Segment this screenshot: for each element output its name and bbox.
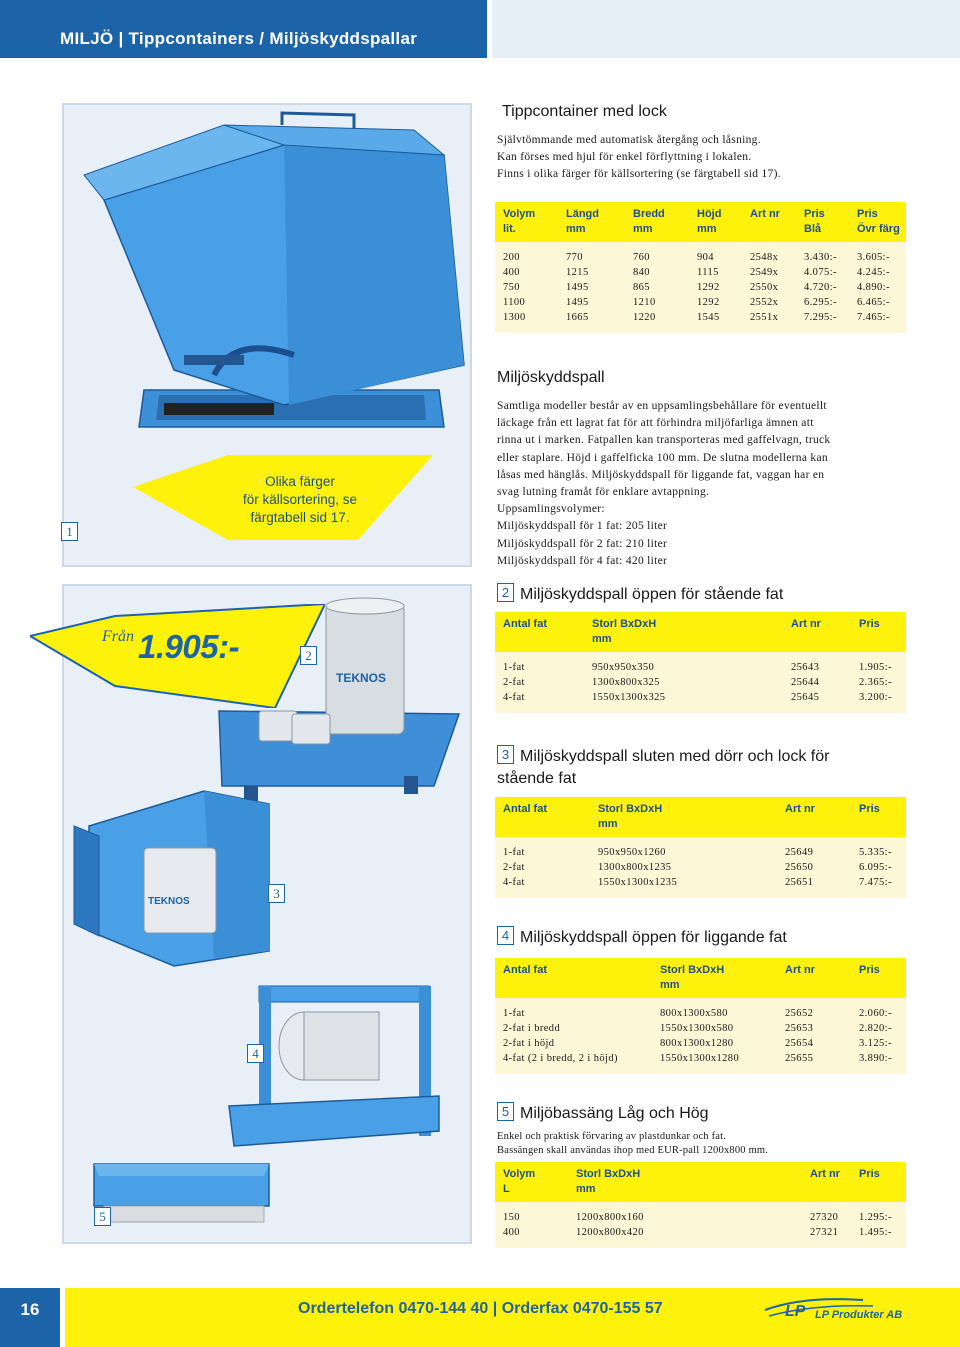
- cell: 25644: [783, 675, 851, 690]
- cell: 3.200:-: [851, 690, 906, 713]
- cell: 3.430:-: [796, 242, 849, 265]
- section-2-title: [497, 583, 783, 604]
- table-row: [495, 875, 906, 898]
- cell: 1550x1300x325: [584, 690, 783, 713]
- cell: 4-fat: [495, 690, 584, 713]
- col-pris-ovr: Pris Övr färg: [849, 202, 906, 242]
- cell: 3.605:-: [849, 242, 906, 265]
- tippcontainer-description: [497, 132, 781, 184]
- cell: 150: [495, 1202, 568, 1225]
- table-row: [495, 998, 906, 1021]
- miljoskyddspall-title: Miljöskyddspall: [497, 369, 605, 386]
- cell: 6.095:-: [851, 860, 906, 875]
- cell: 1300x800x1235: [590, 860, 777, 875]
- cell: 25649: [777, 837, 851, 860]
- col-artnr: Art nr: [742, 202, 796, 242]
- cell: 25652: [777, 998, 851, 1021]
- section-5-heading: Miljöbassäng Låg och Hög: [520, 1105, 709, 1122]
- cell: 25645: [783, 690, 851, 713]
- col-bredd: Bredd mm: [625, 202, 689, 242]
- cell: 1-fat: [495, 652, 584, 675]
- cell: 6.465:-: [849, 295, 906, 310]
- cell: 950x950x350: [584, 652, 783, 675]
- cell: 904: [689, 242, 742, 265]
- table-header-row: [495, 202, 906, 242]
- table-row: [495, 675, 906, 690]
- section-2-price-table: [495, 612, 906, 713]
- page-number: 16: [0, 1288, 60, 1347]
- cell: 25653: [777, 1021, 851, 1036]
- table-row: [495, 1036, 906, 1051]
- col-langd: Längd mm: [558, 202, 625, 242]
- cell: 2-fat: [495, 860, 590, 875]
- section-3-price-table: [495, 797, 906, 898]
- cell: 25650: [777, 860, 851, 875]
- cell: 2.820:-: [851, 1021, 906, 1036]
- cell: 25655: [777, 1051, 851, 1074]
- cell: 4.075:-: [796, 265, 849, 280]
- cell: 1550x1300x580: [652, 1021, 777, 1036]
- desc-line: Finns i olika färger för källsortering (se färgtabell sid 17).: [497, 168, 781, 181]
- cell: 1292: [689, 280, 742, 295]
- cell: 3.890:-: [851, 1051, 906, 1074]
- from-price: 1.905:-: [138, 628, 240, 665]
- cell: 5.335:-: [851, 837, 906, 860]
- page-header: [0, 0, 960, 58]
- drum-brand-label: TEKNOS: [148, 896, 190, 907]
- col-storlek: Storl BxDxH mm: [568, 1162, 802, 1202]
- cell: 7.295:-: [796, 310, 849, 333]
- table-row: [495, 1021, 906, 1036]
- cell: 25643: [783, 652, 851, 675]
- table-row: [495, 265, 906, 280]
- callout-line: för källsortering, se: [242, 492, 358, 507]
- cell: 2552x: [742, 295, 796, 310]
- col-antal-fat: Antal fat: [495, 797, 590, 837]
- table-row: [495, 1202, 906, 1225]
- col-storlek: Storl BxDxH mm: [590, 797, 777, 837]
- col-artnr: Art nr: [802, 1162, 851, 1202]
- cell: 1495: [558, 280, 625, 295]
- section-5-number: 5: [497, 1102, 514, 1121]
- cell: 1.905:-: [851, 652, 906, 675]
- table-row: [495, 690, 906, 713]
- cell: 800x1300x1280: [652, 1036, 777, 1051]
- cell: 1100: [495, 295, 558, 310]
- table-row: [495, 310, 906, 333]
- logo-mark: LP: [785, 1303, 806, 1320]
- cell: 4-fat (2 i bredd, 2 i höjd): [495, 1051, 652, 1074]
- table-header-row: [495, 797, 906, 837]
- callout-line: färgtabell sid 17.: [250, 510, 350, 525]
- cell: 1495: [558, 295, 625, 310]
- cell: 750: [495, 280, 558, 295]
- page-title: MILJÖ | Tippcontainers / Miljöskyddspallar: [60, 29, 418, 48]
- cell: 1220: [625, 310, 689, 333]
- cell: 27321: [802, 1225, 851, 1248]
- desc-line: Bassängen skall användas ihop med EUR-pall 1200x800 mm.: [497, 1145, 769, 1156]
- col-storlek: Storl BxDxH mm: [652, 958, 777, 998]
- header-light-bar: [492, 0, 960, 58]
- table-row: [495, 295, 906, 310]
- col-antal-fat: Antal fat: [495, 612, 584, 652]
- cell: 25654: [777, 1036, 851, 1051]
- table-header-row: [495, 958, 906, 998]
- desc-line: Miljöskyddspall för 4 fat: 420 liter: [497, 554, 668, 567]
- miljoskyddspall-description: [497, 398, 830, 570]
- cell: 4-fat: [495, 875, 590, 898]
- desc-line: Enkel och praktisk förvaring av plastdunkar och fat.: [497, 1131, 727, 1142]
- cell: 1550x1300x1235: [590, 875, 777, 898]
- desc-line: Självtömmande med automatisk återgång och låsning.: [497, 134, 761, 146]
- col-pris: Pris: [851, 958, 906, 998]
- cell: 27320: [802, 1202, 851, 1225]
- desc-line: läckage från ett lagrat fat för att förhindra miljöfarliga ämnen att: [497, 417, 814, 430]
- item-marker-3: 3: [268, 884, 285, 903]
- cell: 7.465:-: [849, 310, 906, 333]
- cell: 950x950x1260: [590, 837, 777, 860]
- cell: 2548x: [742, 242, 796, 265]
- from-label: Från: [102, 628, 134, 645]
- cell: 2551x: [742, 310, 796, 333]
- table-row: [495, 652, 906, 675]
- cell: 865: [625, 280, 689, 295]
- col-pris-bla: Pris Blå: [796, 202, 849, 242]
- desc-line: Samtliga modeller består av en uppsamlingsbehållare för eventuellt: [497, 400, 827, 412]
- order-contact: Ordertelefon 0470-144 40 | Orderfax 0470-155 57: [298, 1300, 663, 1317]
- cell: 1300: [495, 310, 558, 333]
- cell: 1215: [558, 265, 625, 280]
- item-marker-5: 5: [94, 1207, 111, 1226]
- section-4-title: [497, 926, 787, 947]
- section-2-heading: Miljöskyddspall öppen för stående fat: [520, 586, 784, 603]
- page-footer: [0, 1288, 960, 1347]
- section-5-description: [497, 1130, 768, 1158]
- desc-line: Miljöskyddspall för 1 fat: 205 liter: [497, 520, 668, 533]
- section-5-title: [497, 1102, 709, 1123]
- col-pris: Pris: [851, 612, 906, 652]
- section-3-heading-line2: stående fat: [497, 770, 577, 787]
- cell: 400: [495, 1225, 568, 1248]
- cell: 4.890:-: [849, 280, 906, 295]
- callout-line: Olika färger: [265, 474, 335, 489]
- col-artnr: Art nr: [783, 612, 851, 652]
- cell: 1300x800x325: [584, 675, 783, 690]
- section-3-title: [497, 745, 829, 790]
- cell: 800x1300x580: [652, 998, 777, 1021]
- cell: 2-fat i bredd: [495, 1021, 652, 1036]
- tippcontainer-title: Tippcontainer med lock: [502, 103, 667, 120]
- cell: 400: [495, 265, 558, 280]
- cell: 4.720:-: [796, 280, 849, 295]
- item-marker-4: 4: [247, 1044, 264, 1063]
- col-storlek: Storl BxDxH mm: [584, 612, 783, 652]
- cell: 1200x800x160: [568, 1202, 802, 1225]
- cell: 1545: [689, 310, 742, 333]
- cell: 4.245:-: [849, 265, 906, 280]
- item-marker-2: 2: [300, 646, 317, 665]
- cell: 2.365:-: [851, 675, 906, 690]
- cell: 1.495:-: [851, 1225, 906, 1248]
- cell: 2-fat i höjd: [495, 1036, 652, 1051]
- section-4-number: 4: [497, 926, 514, 945]
- color-callout: [215, 473, 385, 527]
- table-row: [495, 860, 906, 875]
- col-hojd: Höjd mm: [689, 202, 742, 242]
- cell: 1665: [558, 310, 625, 333]
- cell: 3.125:-: [851, 1036, 906, 1051]
- desc-line: svag lutning framåt för enklare avtappning.: [497, 486, 710, 499]
- desc-line: Kan förses med hjul för enkel förflyttning i lokalen.: [497, 151, 752, 164]
- desc-line: Uppsamlingsvolymer:: [497, 503, 605, 516]
- col-antal-fat: Antal fat: [495, 958, 652, 998]
- desc-line: rinna ut i marken. Fatpallen kan transporteras med gaffelvagn, truck: [497, 434, 831, 447]
- cell: 1-fat: [495, 837, 590, 860]
- cell: 840: [625, 265, 689, 280]
- table-row: [495, 837, 906, 860]
- drum-brand-label: TEKNOS: [336, 671, 387, 685]
- section-5-price-table: [495, 1162, 906, 1248]
- col-pris: Pris: [851, 797, 906, 837]
- col-volym: Volym L: [495, 1162, 568, 1202]
- cell: 1210: [625, 295, 689, 310]
- lp-produkter-logo: [763, 1294, 908, 1324]
- col-pris: Pris: [851, 1162, 906, 1202]
- cell: 2.060:-: [851, 998, 906, 1021]
- cell: 2549x: [742, 265, 796, 280]
- table-row: [495, 242, 906, 265]
- section-2-number: 2: [497, 583, 514, 602]
- table-header-row: [495, 612, 906, 652]
- cell: 770: [558, 242, 625, 265]
- col-artnr: Art nr: [777, 958, 851, 998]
- tippcontainer-price-table: [495, 202, 906, 333]
- table-header-row: [495, 1162, 906, 1202]
- table-row: [495, 1225, 906, 1248]
- cell: 1200x800x420: [568, 1225, 802, 1248]
- cell: 1115: [689, 265, 742, 280]
- cell: 25651: [777, 875, 851, 898]
- desc-line: Miljöskyddspall för 2 fat: 210 liter: [497, 537, 668, 550]
- desc-line: eller staplare. Höjd i gaffelficka 100 mm. De slutna modellerna kan: [497, 451, 828, 464]
- col-volym: Volym lit.: [495, 202, 558, 242]
- col-artnr: Art nr: [777, 797, 851, 837]
- desc-line: låsas med hänglås. Miljöskyddspall för liggande fat, vaggan har en: [497, 468, 825, 481]
- cell: 2-fat: [495, 675, 584, 690]
- cell: 1292: [689, 295, 742, 310]
- cell: 6.295:-: [796, 295, 849, 310]
- logo-text: LP Produkter AB: [815, 1309, 903, 1321]
- cell: 1.295:-: [851, 1202, 906, 1225]
- table-row: [495, 1051, 906, 1074]
- cell: 7.475:-: [851, 875, 906, 898]
- section-4-heading: Miljöskyddspall öppen för liggande fat: [520, 929, 787, 946]
- section-4-price-table: [495, 958, 906, 1074]
- cell: 1550x1300x1280: [652, 1051, 777, 1074]
- cell: 1-fat: [495, 998, 652, 1021]
- from-price-banner: [102, 628, 239, 666]
- section-3-heading: Miljöskyddspall sluten med dörr och lock för: [520, 748, 830, 765]
- cell: 200: [495, 242, 558, 265]
- section-3-number: 3: [497, 745, 514, 764]
- cell: 760: [625, 242, 689, 265]
- table-row: [495, 280, 906, 295]
- cell: 2550x: [742, 280, 796, 295]
- item-marker-1: 1: [61, 522, 78, 541]
